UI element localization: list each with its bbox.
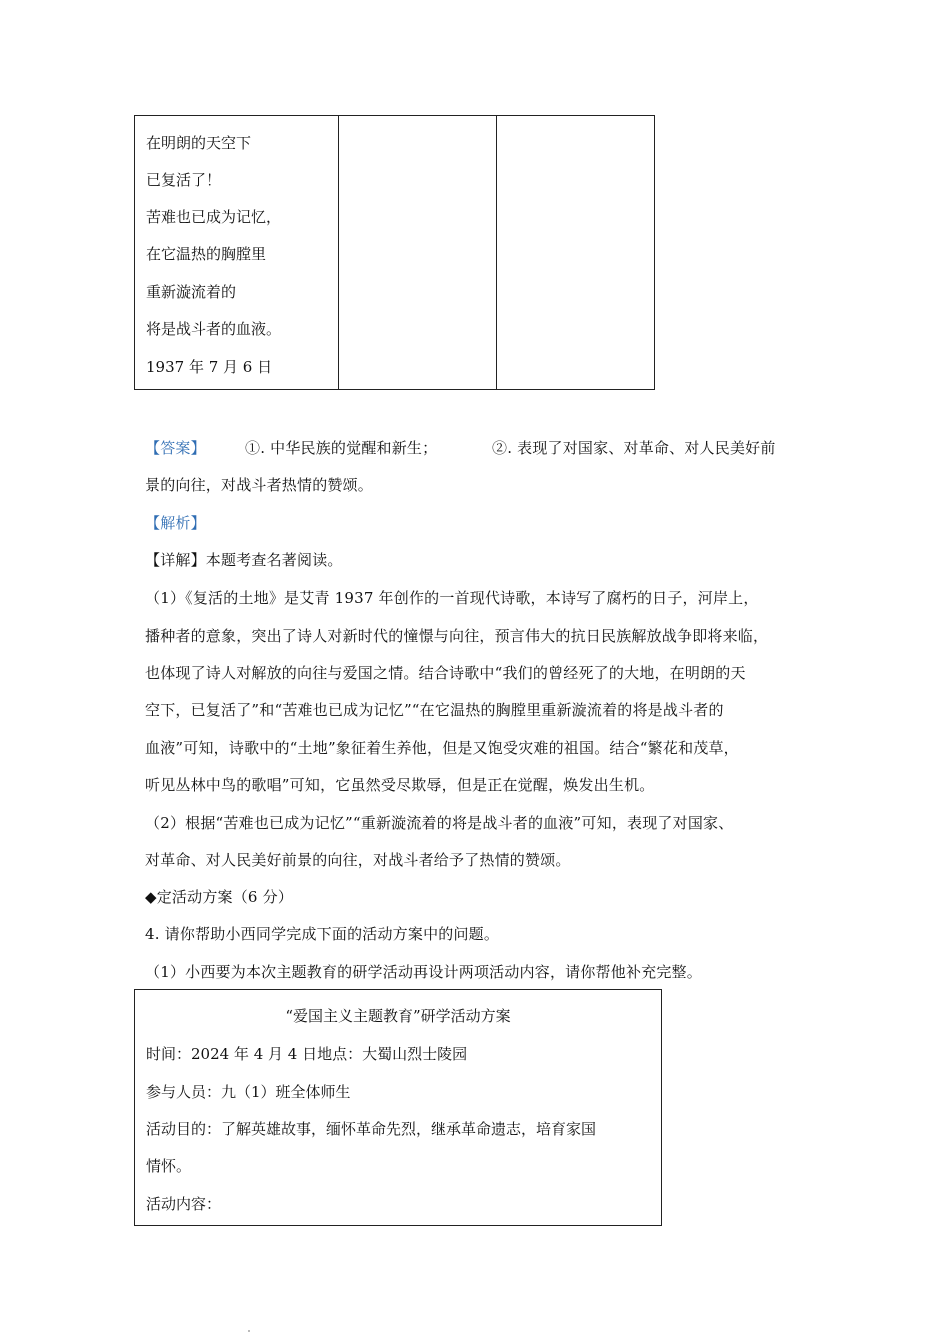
table-column-divider <box>338 116 339 389</box>
poem-line: 重新漩流着的 <box>146 283 237 301</box>
analysis-line: 对革命、对人民美好前景的向往，对战斗者给予了热情的赞颂。 <box>145 851 571 869</box>
analysis-line: （1）《复活的土地》是艾青 1937 年创作的一首现代诗歌，本诗写了腐朽的日子，河岸上， <box>145 589 759 607</box>
plan-title: “爱国主义主题教育”研学活动方案 <box>285 1007 511 1025</box>
poem-line: 在明朗的天空下 <box>146 134 252 152</box>
question: 4. 请你帮助小西同学完成下面的活动方案中的问题。 <box>145 925 500 943</box>
answer-tag: 【答案】 <box>145 439 206 457</box>
analysis-line: 空下，已复活了”和“苦难也已成为记忆”“在它温热的胸膛里重新漩流着的将是战斗者的 <box>145 701 724 719</box>
answer-item-2: ②. 表现了对国家、对革命、对人民美好前 <box>492 439 776 457</box>
answer-continuation: 景的向往，对战斗者热情的赞颂。 <box>145 476 374 494</box>
analysis-line: 播种者的意象，突出了诗人对新时代的憧憬与向往，预言伟大的抗日民族解放战争即将来临， <box>145 627 769 645</box>
section-heading: ◆定活动方案（6 分） <box>145 888 294 906</box>
analysis-line: 血液”可知，诗歌中的“土地”象征着生养他，但是又饱受灾难的祖国。结合“繁花和茂草， <box>145 739 739 757</box>
plan-participants: 参与人员：九（1）班全体师生 <box>146 1083 351 1101</box>
analysis-line: 听见丛林中鸟的歌唱”可知，它虽然受尽欺辱，但是正在觉醒，焕发出生机。 <box>145 776 655 794</box>
analysis-line: （2）根据“苦难也已成为记忆”“重新漩流着的将是战斗者的血液”可知，表现了对国家、 <box>145 814 734 832</box>
poem-line: 将是战斗者的血液。 <box>146 320 282 338</box>
page-mark <box>248 1330 250 1332</box>
plan-content-label: 活动内容： <box>146 1195 222 1213</box>
table-column-divider <box>496 116 497 389</box>
plan-purpose: 活动目的：了解英雄故事，缅怀革命先烈，继承革命遗志，培育家国 <box>146 1120 597 1138</box>
poem-line: 苦难也已成为记忆， <box>146 208 282 226</box>
poem-line: 在它温热的胸膛里 <box>146 245 267 263</box>
poem-table <box>134 115 655 390</box>
poem-line: 已复活了！ <box>146 171 222 189</box>
detail-line: 【详解】本题考查名著阅读。 <box>145 551 343 569</box>
plan-time-place: 时间：2024 年 4 月 4 日地点：大蜀山烈士陵园 <box>146 1045 468 1063</box>
activity-plan-box <box>134 989 662 1226</box>
answer-item-1: ①. 中华民族的觉醒和新生； <box>245 439 438 457</box>
sub-question: （1）小西要为本次主题教育的研学活动再设计两项活动内容，请你帮他补充完整。 <box>145 963 702 981</box>
poem-date: 1937 年 7 月 6 日 <box>146 358 273 376</box>
analysis-tag: 【解析】 <box>145 514 206 532</box>
plan-purpose-cont: 情怀。 <box>146 1157 192 1175</box>
analysis-line: 也体现了诗人对解放的向往与爱国之情。结合诗歌中“我们的曾经死了的大地，在明朗的天 <box>145 664 746 682</box>
